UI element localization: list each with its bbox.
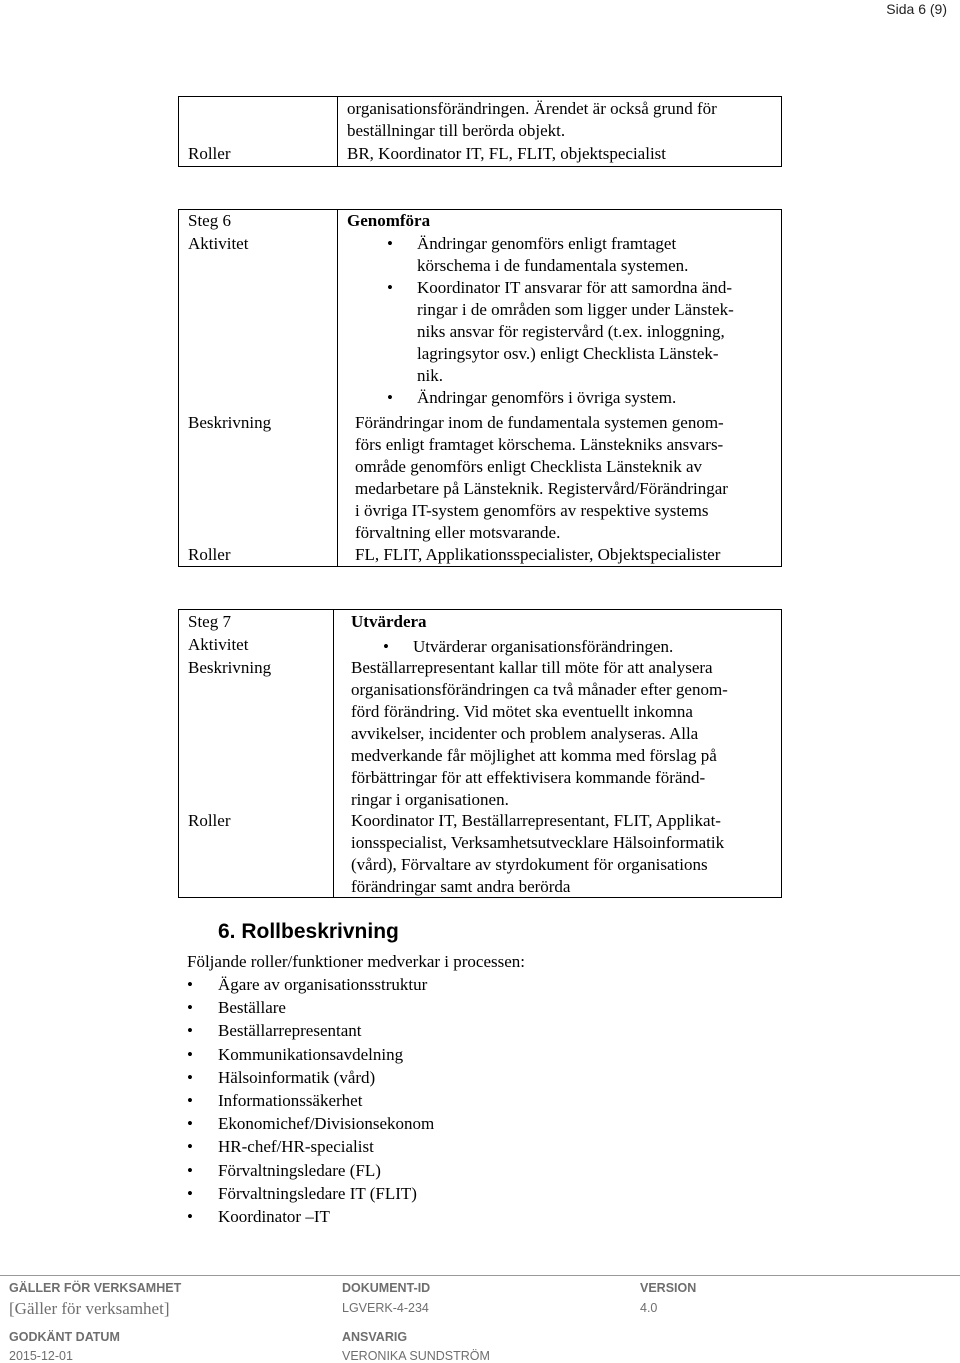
role-item: • Informationssäkerhet — [187, 1089, 434, 1112]
role-item: • Kommunikationsavdelning — [187, 1043, 434, 1066]
footer-responsible-label: ANSVARIG — [342, 1330, 408, 1344]
footer-version-value: 4.0 — [640, 1301, 658, 1315]
footer-approved-value: 2015-12-01 — [9, 1349, 73, 1363]
step7-activity-label: Aktivitet — [188, 635, 249, 654]
footer-applies-value: [Gäller för verksamhet] — [9, 1299, 170, 1318]
step-top-roles: BR, Koordinator IT, FL, FLIT, objektspecialist — [347, 144, 667, 163]
step6-step-label: Steg 6 — [188, 211, 231, 230]
step6-description-label: Beskrivning — [188, 413, 272, 432]
role-item: • Beställare — [187, 996, 434, 1019]
section-intro: Följande roller/funktioner medverkar i processen: — [187, 952, 525, 971]
step6-activity-item: • Ändringar genomförs i övriga system. — [357, 387, 773, 409]
step-top-activity-line-1: organisationsförändringen. Ärendet är också grund för — [347, 99, 717, 118]
footer-docid-value: LGVERK-4-234 — [342, 1301, 429, 1315]
footer-applies-label: GÄLLER FÖR VERKSAMHET — [9, 1281, 182, 1295]
page-number: Sida 6 (9) — [886, 1, 947, 17]
step6-activity-item: • Ändringar genomförs enligt framtaget körschema i de fundamentala systemen. — [357, 233, 773, 277]
role-item: • Ekonomichef/Divisionsekonom — [187, 1112, 434, 1135]
role-item: • Hälsoinformatik (vård) — [187, 1066, 434, 1089]
role-item: • HR-chef/HR-specialist — [187, 1135, 434, 1158]
footer-docid-label: DOKUMENT-ID — [342, 1281, 431, 1295]
step7-step-label: Steg 7 — [188, 612, 231, 631]
step7-table — [178, 609, 782, 898]
step7-description: Beställarrepresentant kallar till möte för att analysera organisationsförändringen ca två månader efter genom- förd förändring. Vid mötet ska eventuellt inkomna avvikelser, incidenter och problem analyseras. Alla medverkande får möjlighet att komma med förslag på förbättringar för att effektivisera kommande föränd- ringar i organisationen. — [351, 658, 728, 809]
footer-approved-label: GODKÄNT DATUM — [9, 1330, 120, 1344]
step6-activity-list — [357, 233, 773, 409]
role-item: • Koordinator –IT — [187, 1205, 434, 1228]
step-top-roles-label: Roller — [188, 144, 231, 163]
role-item: • Förvaltningsledare (FL) — [187, 1159, 434, 1182]
role-item: • Ägare av organisationsstruktur — [187, 973, 434, 996]
step6-roles-label: Roller — [188, 545, 231, 564]
step-top-activity-line-2: beställningar till berörda objekt. — [347, 121, 566, 140]
roles-list — [187, 973, 434, 1228]
step6-activity-label: Aktivitet — [188, 234, 249, 253]
step6-table — [178, 209, 782, 567]
step6-activity-item: • Koordinator IT ansvarar för att samordna änd- ringar i de områden som ligger under Länstek- niks ansvar för registervård (t.ex. inloggning, lagringsytor osv.) enligt Checklista Länstek- nik. — [357, 277, 773, 387]
step7-roles: Koordinator IT, Beställarrepresentant, FLIT, Applikat- ionsspecialist, Verksamhetsutvecklare Hälsoinformatik (vård), Förvaltare av styrdokument för organisations förändringar samt andra berörda — [351, 811, 725, 896]
step6-title: Genomföra — [347, 211, 431, 230]
step-top-table — [178, 96, 782, 167]
step7-roles-label: Roller — [188, 811, 231, 830]
footer-version-label: VERSION — [640, 1281, 697, 1295]
footer-responsible-value: VERONIKA SUNDSTRÖM — [342, 1349, 490, 1363]
footer-divider — [0, 1275, 960, 1276]
step6-description: Förändringar inom de fundamentala systemen genom- förs enligt framtaget körschema. Länstekniks ansvars- område genomförs enligt Checklista Länsteknik av medarbetare på Länsteknik. Registervård/Förändringar i övriga IT-system genomförs av respektive systems förvaltning eller motsvarande. — [355, 413, 728, 542]
step7-activity-list — [353, 636, 773, 658]
role-item: • Beställarrepresentant — [187, 1019, 434, 1042]
step7-title: Utvärdera — [351, 612, 427, 631]
section-heading: 6. Rollbeskrivning — [218, 920, 399, 943]
step7-activity-item: • Utvärderar organisationsförändringen. — [353, 636, 773, 658]
role-item: • Förvaltningsledare IT (FLIT) — [187, 1182, 434, 1205]
step6-roles: FL, FLIT, Applikationsspecialister, Objektspecialister — [355, 545, 721, 564]
step7-description-label: Beskrivning — [188, 658, 272, 677]
